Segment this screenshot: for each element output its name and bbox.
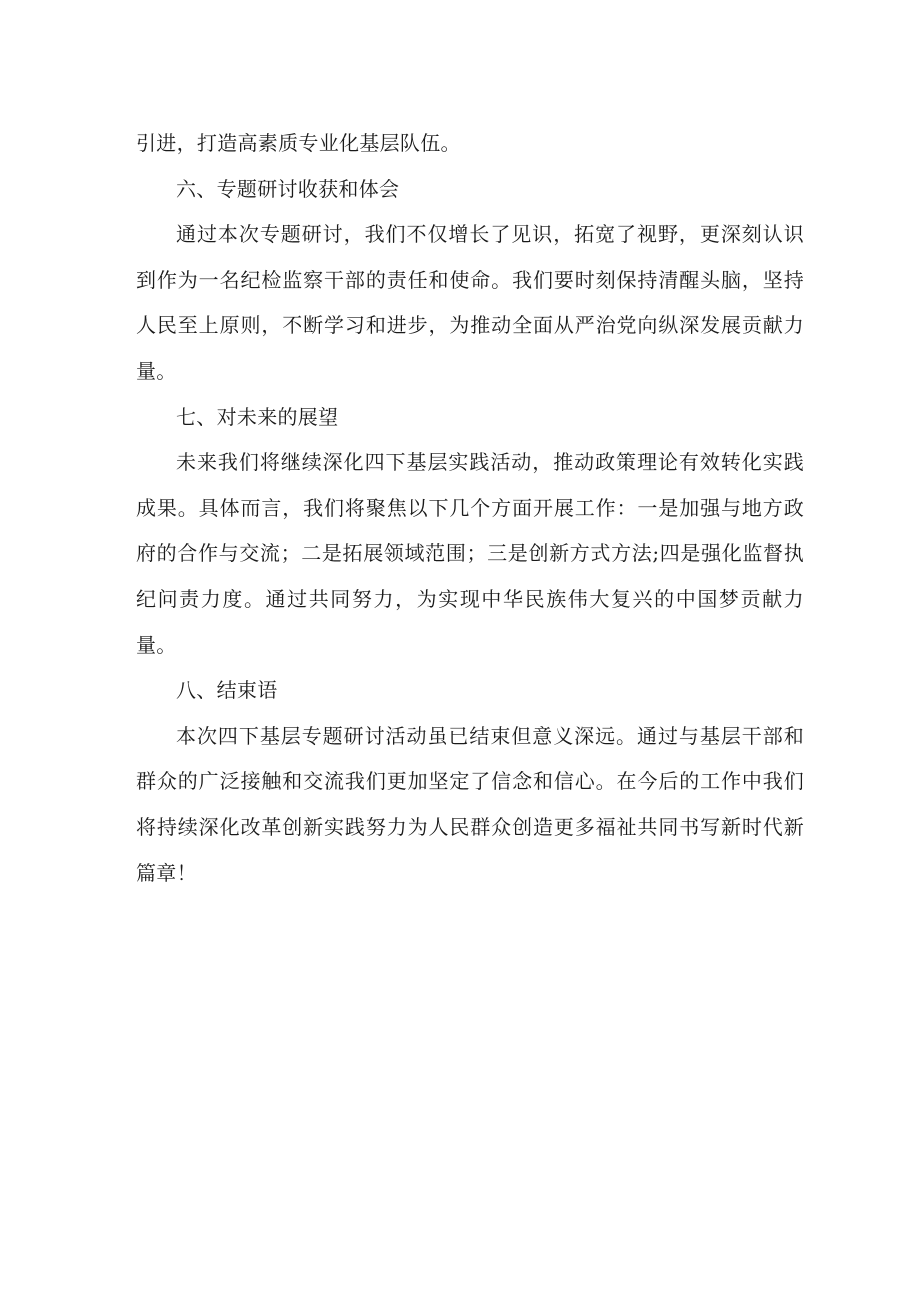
- section-heading-six: 六、专题研讨收获和体会: [176, 176, 400, 201]
- section-heading-seven: 七、对未来的展望: [176, 404, 339, 429]
- document-body: [136, 121, 804, 896]
- paragraph-conclusion: 本次四下基层专题研讨活动虽已结束但意义深远。通过与基层干部和群众的广泛接触和交流我们更加坚定了信念和信心。在今后的工作中我们将持续深化改革创新实践努力为人民群众创造更多福祉共同书写新时代新篇章！: [136, 723, 804, 885]
- paragraph-continuation: 引进，打造高素质专业化基层队伍。: [136, 131, 461, 155]
- paragraph-reflection: 通过本次专题研讨，我们不仅增长了见识，拓宽了视野，更深刻认识到作为一名纪检监察干部的责任和使命。我们要时刻保持清醒头脑，坚持人民至上原则，不断学习和进步，为推动全面从严治党向纵深发展贡献力量。: [136, 222, 804, 383]
- section-heading-eight: 八、结束语: [176, 678, 278, 703]
- paragraph-outlook: 未来我们将继续深化四下基层实践活动，推动政策理论有效转化实践成果。具体而言，我们将聚焦以下几个方面开展工作：一是加强与地方政府的合作与交流；二是拓展领域范围；三是创新方式方法;四是强化监督执纪问责力度。通过共同努力，为实现中华民族伟大复兴的中国梦贡献力量。: [136, 450, 804, 657]
